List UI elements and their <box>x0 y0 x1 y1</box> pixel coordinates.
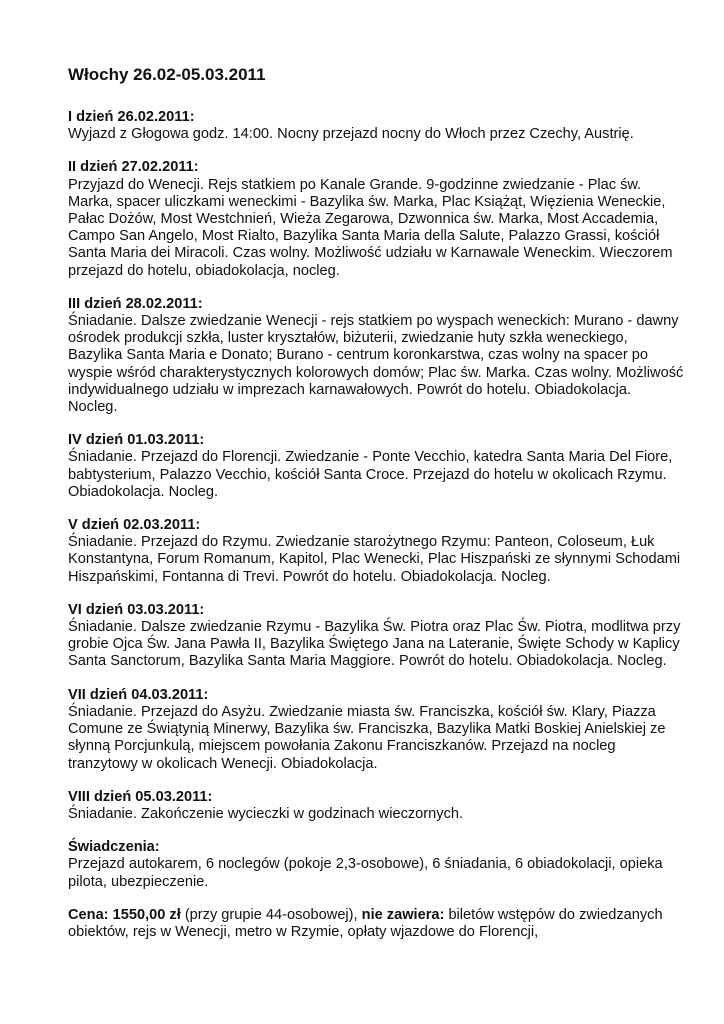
services-heading: Świadczenia: <box>68 839 160 856</box>
day-section-1 <box>68 109 684 143</box>
day-heading: IV dzień 01.03.2011: <box>68 432 205 449</box>
day-description: Śniadanie. Dalsze zwiedzanie Rzymu - Bazylika Św. Piotra oraz Plac Św. Piotra, modlitwa przy grobie Ojca Św. Jana Pawła II, Bazylika Świętego Jana na Lateranie, Święte Schody w Kaplicy Santa Sanctorum, Bazylika Santa Maria Maggiore. Powrót do hotelu. Obiadokolacja. Nocleg. <box>68 619 681 670</box>
document-title: Włochy 26.02-05.03.2011 <box>68 65 266 84</box>
price-group-note: (przy grupie 44-osobowej), <box>180 906 362 923</box>
price-section <box>68 907 684 941</box>
day-description: Przyjazd do Wenecji. Rejs statkiem po Kanale Grande. 9-godzinne zwiedzanie - Plac św. Marka, spacer uliczkami weneckimi - Bazylika św. Marka, Plac Książąt, Więzienia Weneckie, Pałac Dożów, Most Westchnień, Wieża Zegarowa, Dzwonnica św. Marka, Most Accademia, Campo San Angelo, Most Rialto, Bazylika Santa Maria della Salute, Palazzo Grassi, kościół Santa Maria dei Miracoli. Czas wolny. Możliwość udziału w Karnawale Weneckim. Wieczorem przejazd do hotelu, obiadokolacja, nocleg. <box>68 176 673 279</box>
day-description: Śniadanie. Zakończenie wycieczki w godzinach wieczornych. <box>68 805 464 822</box>
services-description: Przejazd autokarem, 6 noclegów (pokoje 2,3-osobowe), 6 śniadania, 6 obiadokolacji, opieka pilota, ubezpieczenie. <box>68 856 663 890</box>
day-heading: II dzień 27.02.2011: <box>68 159 199 176</box>
day-heading: VI dzień 03.03.2011: <box>68 601 205 618</box>
day-heading: III dzień 28.02.2011: <box>68 295 203 312</box>
price-label: Cena: 1550,00 zł <box>68 906 181 923</box>
day-section-6 <box>68 602 684 671</box>
day-description: Śniadanie. Przejazd do Rzymu. Zwiedzanie starożytnego Rzymu: Panteon, Coloseum, Łuk Konstantyna, Forum Romanum, Kapitol, Plac Wenecki, Plac Hiszpański ze słynnymi Schodami Hiszpańskimi, Fontanna di Trevi. Powrót do hotelu. Obiadokolacja. Nocleg. <box>68 534 681 585</box>
services-section <box>68 839 684 891</box>
day-heading: V dzień 02.03.2011: <box>68 517 201 534</box>
day-heading: VII dzień 04.03.2011: <box>68 686 209 703</box>
day-heading: I dzień 26.02.2011: <box>68 109 195 125</box>
day-section-4 <box>68 432 684 501</box>
day-section-5 <box>68 517 684 586</box>
day-description: Wyjazd z Głogowa godz. 14:00. Nocny przejazd nocny do Włoch przez Czechy, Austrię. <box>68 126 634 143</box>
day-section-8 <box>68 789 684 823</box>
day-section-7 <box>68 687 684 773</box>
day-description: Śniadanie. Przejazd do Florencji. Zwiedzanie - Ponte Vecchio, katedra Santa Maria Del Fiore, babtysterium, Palazzo Vecchio, kościół Santa Croce. Przejazd do hotelu w okolicach Rzymu. Obiadokolacja. Nocleg. <box>68 449 673 500</box>
day-section-2 <box>68 159 684 279</box>
day-heading: VIII dzień 05.03.2011: <box>68 788 213 805</box>
day-description: Śniadanie. Przejazd do Asyżu. Zwiedzanie miasta św. Franciszka, kościół św. Klary, Piazza Comune ze Świątynią Minerwy, Bazylika św. Franciszka, Bazylika Matki Boskiej Anielskiej ze słynną Porcjunkulą, miejscem powołania Zakonu Franciszkanów. Przejazd na nocleg tranzytowy w okolicach Wenecji. Obiadokolacja. <box>68 703 666 772</box>
day-section-3 <box>68 296 684 416</box>
excludes-label: nie zawiera: <box>361 906 445 923</box>
excludes-text: biletów wstępów do zwiedzanych obiektów, rejs w Wenecji, metro w Rzymie, opłaty wjazdowe do Florencji, <box>68 906 663 940</box>
day-description: Śniadanie. Dalsze zwiedzanie Wenecji - rejs statkiem po wyspach weneckich: Murano - dawny ośrodek produkcji szkła, luster kryształów, biżuterii, zwiedzanie huty szkła weneckiego, Bazylika Santa Maria e Donato; Burano - centrum koronkarstwa, czas wolny na spacer po wyspie wśród charakterystycznych kolorowych domów; Plac św. Marka. Czas wolny. Możliwość indywidualnego udziału w imprezach karnawałowych. Powrót do hotelu. Obiadokolacja. Nocleg. <box>68 313 684 416</box>
